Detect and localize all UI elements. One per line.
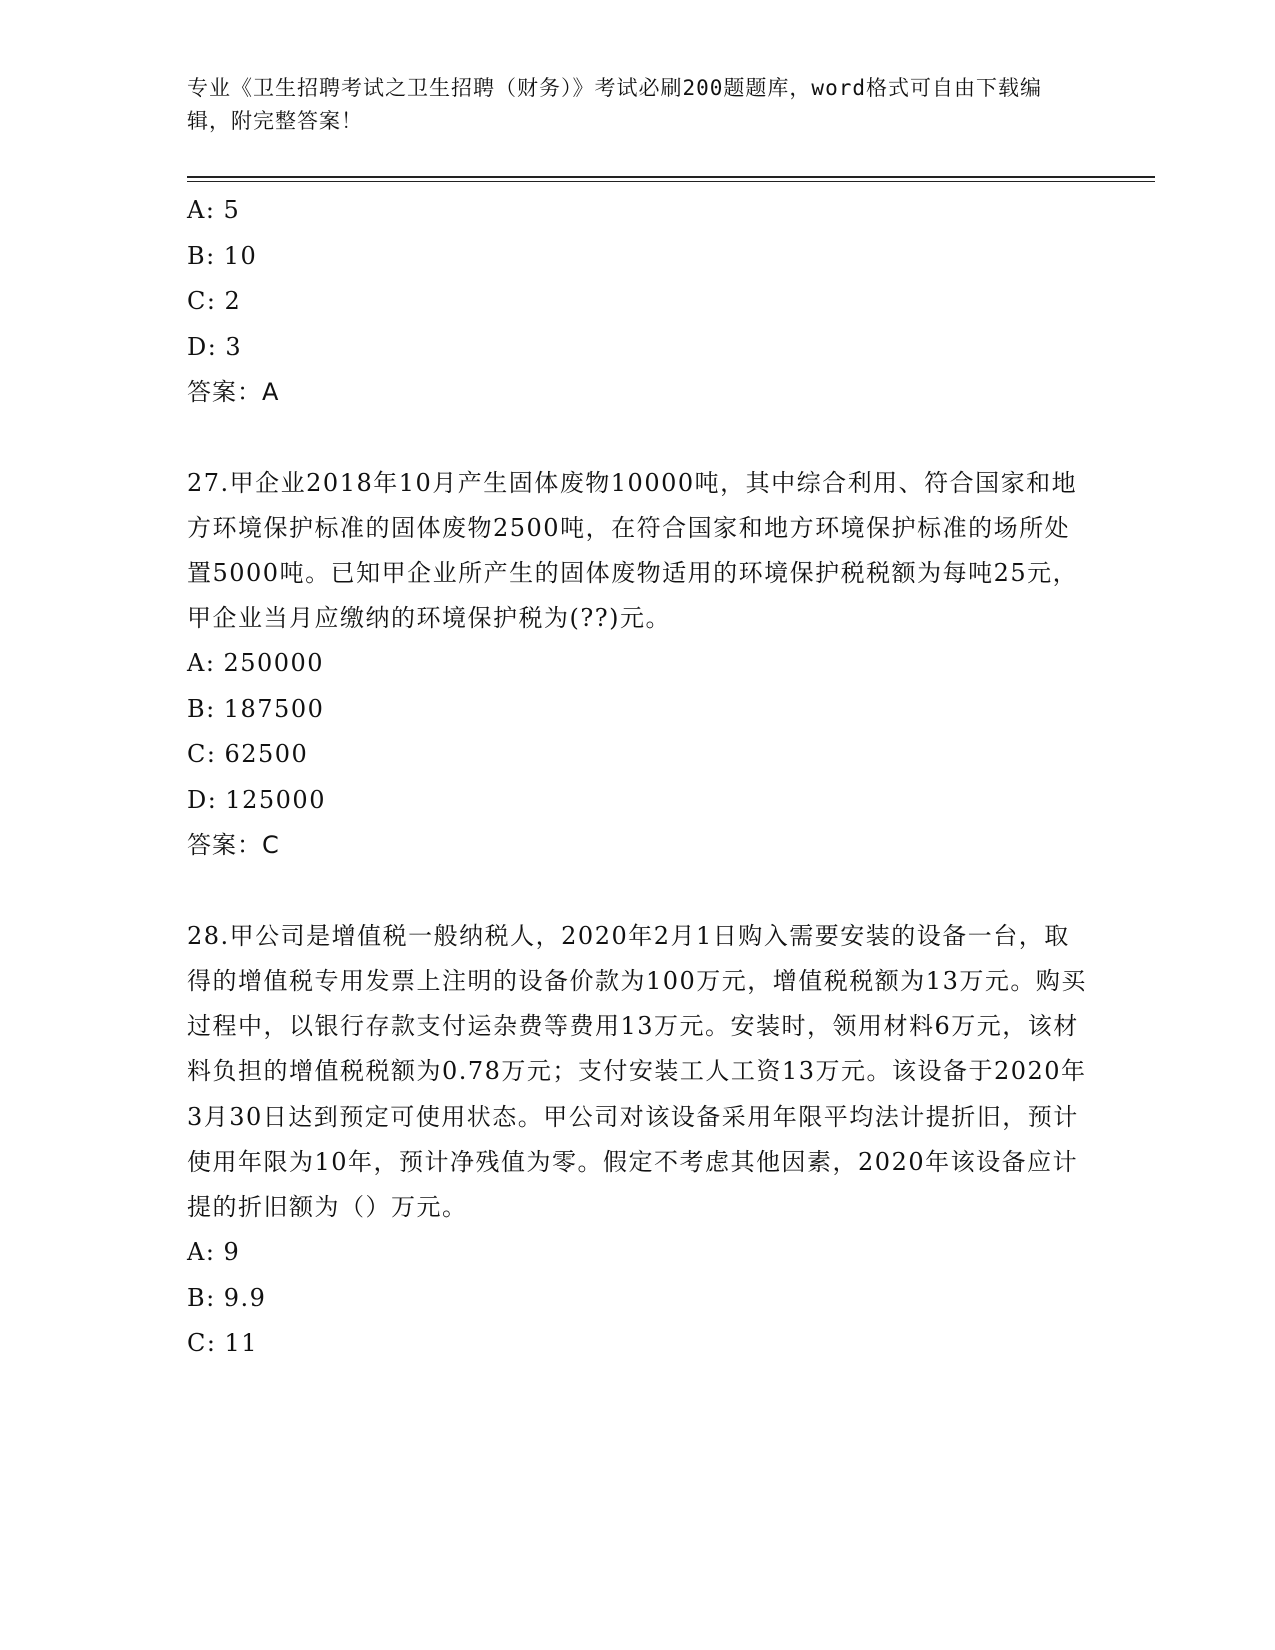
document-header: 专业《卫生招聘考试之卫生招聘（财务）》考试必刷200题题库，word格式可自由下载编辑，附完整答案！ xyxy=(187,76,1042,133)
option-list xyxy=(187,1230,1087,1367)
question-28-text: 28.甲公司是增值税一般纳税人，2020年2月1日购入需要安装的设备一台，取得的增值税专用发票上注明的设备价款为100万元，增值税税额为13万元。购买过程中，以银行存款支付运杂费等费用13万元。安装时，领用材料6万元，该材料负担的增值税税额为0.78万元；支付安装工人工资13万元。该设备于2020年3月30日达到预定可使用状态。甲公司对该设备采用年限平均法计提折旧，预计使用年限为10年，预计净残值为零。假定不考虑其他因素，2020年该设备应计提的折旧额为（）万元。 xyxy=(187,921,1087,1222)
option-a: A: 9 xyxy=(187,1238,241,1267)
header-rule-thick xyxy=(187,176,1155,178)
option-list xyxy=(187,188,1087,370)
option-a: A: 5 xyxy=(187,196,241,224)
option-d: D: 125000 xyxy=(187,785,326,814)
option-a: A: 250000 xyxy=(187,649,325,678)
document-body xyxy=(187,188,1087,1367)
option-d: D: 3 xyxy=(187,332,243,361)
option-b: B: 187500 xyxy=(187,694,325,723)
option-list xyxy=(187,641,1087,823)
option-c: C: 2 xyxy=(187,287,242,315)
question-27-text: 27.甲企业2018年10月产生固体废物10000吨，其中综合利用、符合国家和地方环境保护标准的固体废物2500吨，在符合国家和地方环境保护标准的场所处置5000吨。已知甲企业所产生的固体废物适用的环境保护税税额为每吨25元，甲企业当月应缴纳的环境保护税为(??)元。 xyxy=(187,468,1079,633)
option-c: C: 11 xyxy=(187,1329,259,1358)
option-b: B: 9.9 xyxy=(187,1283,267,1312)
answer-line: 答案：C xyxy=(187,831,280,860)
header-rule-thin xyxy=(187,181,1155,182)
option-b: B: 10 xyxy=(187,241,258,270)
answer-line: 答案：A xyxy=(187,378,280,406)
option-c: C: 62500 xyxy=(187,740,309,769)
